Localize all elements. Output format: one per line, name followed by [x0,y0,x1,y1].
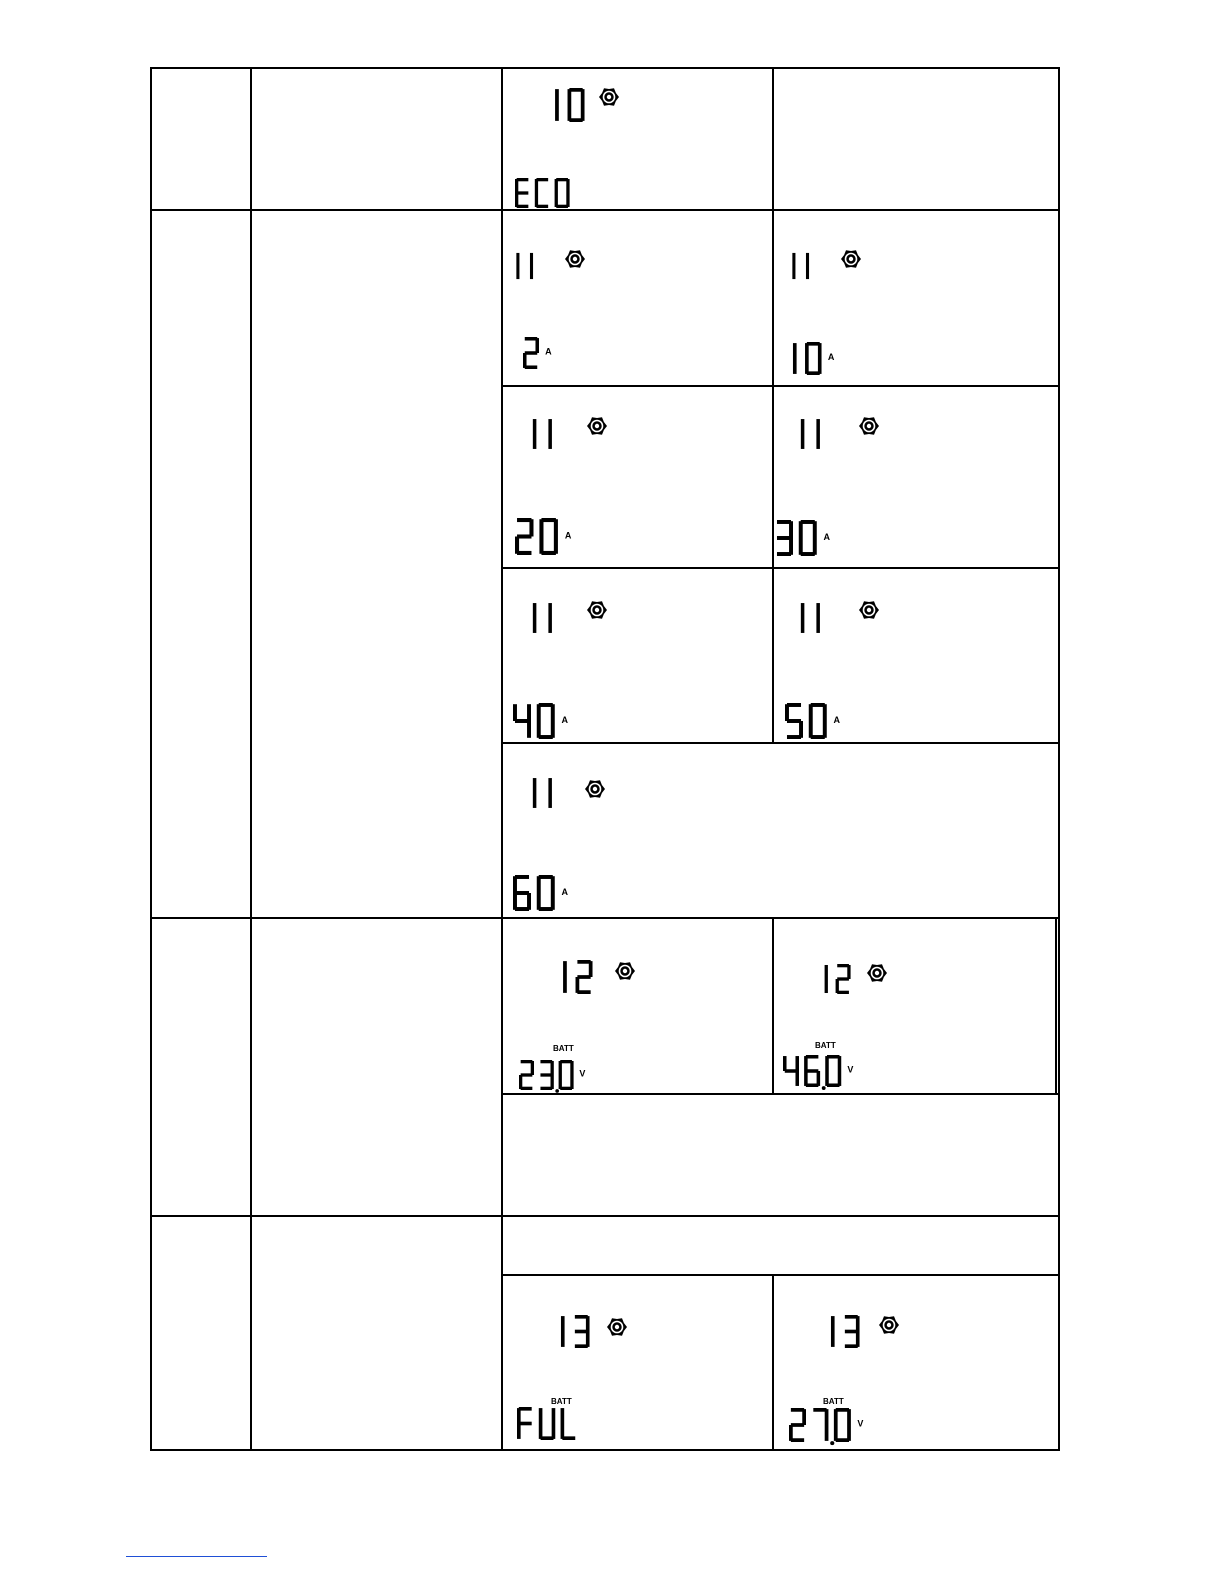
batt-label: BATT [551,1397,572,1406]
gear-icon [867,964,887,981]
unit-label: A [827,352,835,363]
setting-value-digit [555,178,570,208]
setting-value-digit [799,520,817,556]
setting-value-digit [785,703,803,739]
gear-icon [841,250,861,267]
menu-code-digit [561,1316,565,1347]
setting-value-digit [513,875,531,911]
menu-code-digit [533,778,537,808]
setting-value-dot [830,1441,834,1445]
gear-icon [599,88,619,105]
setting-value-digit [540,1060,553,1090]
setting-value-digit [537,703,555,739]
unit-label: A [833,714,841,725]
menu-code-digit [568,88,585,122]
setting-value-digit [783,1056,799,1086]
gear-icon [859,601,879,618]
lcd-11-50a [775,570,1057,741]
setting-value-digit [809,703,827,739]
menu-code-digit [792,253,795,279]
lcd-11-30a [775,388,1057,566]
gear-icon [565,250,585,267]
setting-value-digit [523,337,539,369]
menu-code-digit [530,253,533,279]
unit-label: A [561,714,569,725]
menu-code-digit [533,419,537,449]
gear-icon [587,601,607,618]
gear-icon [587,417,607,434]
gear-icon [859,417,879,434]
lcd-12-23v [503,920,771,1092]
lcd-11-10a [775,212,1057,384]
unit-label: V [857,1418,864,1429]
setting-value-digit [813,1408,828,1441]
unit-label: V [579,1068,586,1079]
setting-value-digit [793,343,797,374]
menu-code-digit [548,603,552,633]
setting-value-dot [822,1086,826,1090]
gear-icon [607,1318,627,1335]
gear-icon [585,780,605,797]
setting-value-digit [561,1408,576,1440]
menu-code-digit [831,1316,835,1347]
setting-value-digit [834,1408,851,1442]
setting-value-digit [513,704,531,738]
setting-value-dot [555,1089,559,1093]
setting-value-digit [539,1408,556,1440]
setting-value-digit [535,178,548,208]
lcd-13-27v [775,1277,1057,1448]
menu-code-digit [825,965,828,993]
setting-value-digit [804,1055,820,1087]
unit-label: V [847,1064,854,1075]
lcd-11-2a [503,212,771,384]
batt-label: BATT [815,1041,836,1050]
menu-code-digit [575,1315,590,1348]
batt-label: BATT [823,1397,844,1406]
batt-label: BATT [553,1044,574,1053]
setting-value-digit [539,518,558,555]
setting-value-digit [537,875,555,911]
setting-value-digit [777,520,793,556]
menu-code-digit [836,964,851,994]
unit-label: A [561,886,569,897]
lcd-11-40a [503,570,771,741]
setting-value-digit [517,1407,532,1439]
lcd-13-ful [503,1277,771,1448]
menu-code-digit [563,961,567,993]
setting-value-digit [805,342,822,375]
menu-code-digit [806,253,809,279]
setting-value-digit [789,1408,806,1442]
menu-code-digit [801,603,805,633]
unit-label: A [823,531,831,542]
setting-value-digit [519,1060,534,1090]
setting-value-digit [559,1060,574,1090]
gear-icon [879,1316,899,1333]
unit-label: A [564,530,572,541]
menu-code-digit [801,419,805,449]
setting-value-digit [825,1055,841,1087]
lcd-12-46v [775,920,1055,1092]
menu-code-digit [516,253,519,279]
footer-link-underline [126,1556,267,1557]
menu-code-digit [576,960,593,994]
lcd-10 [503,70,771,208]
lcd-11-60a [503,745,1058,916]
menu-code-digit [816,603,820,633]
lcd-11-20a [503,388,771,566]
unit-label: A [545,346,552,357]
menu-code-digit [548,419,552,449]
menu-code-digit [533,603,537,633]
setting-value-digit [515,178,528,208]
menu-code-digit [816,419,820,449]
menu-code-digit [548,778,552,808]
gear-icon [615,962,635,979]
menu-code-digit [555,89,559,121]
menu-code-digit [845,1315,860,1348]
setting-value-digit [515,518,534,555]
